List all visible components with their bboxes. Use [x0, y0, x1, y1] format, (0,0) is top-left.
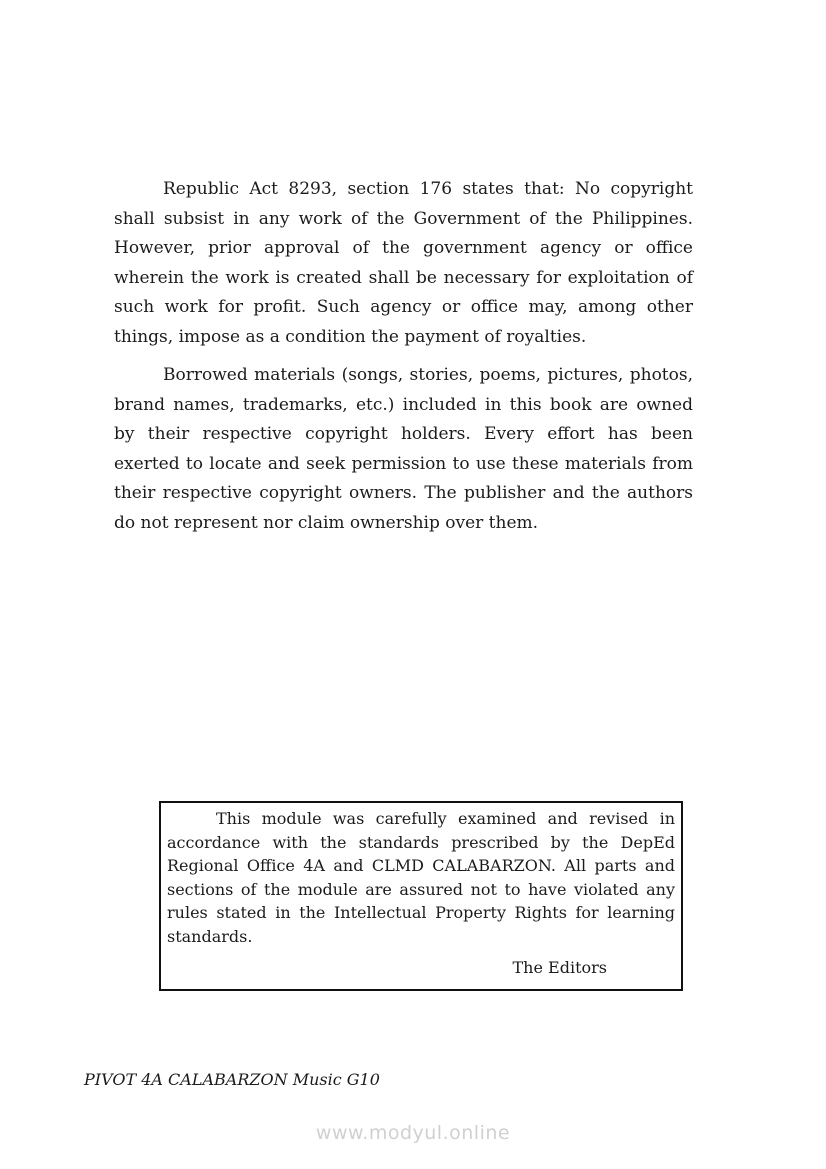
copyright-text-block: [114, 175, 693, 547]
notice-body-text: This module was carefully examined and revised in accordance with the standards prescribed by the DepEd Regional Office 4A and CLMD CALABARZON. All parts and sections of the module are assured not to have violated any rules stated in the Intellectual Property Rights for learning standards.: [167, 809, 675, 946]
editors-notice-box: [159, 801, 683, 991]
notice-signature: The Editors: [512, 957, 607, 977]
watermark-text: www.modyul.online: [315, 1122, 511, 1144]
paragraph-borrowed-materials: Borrowed materials (songs, stories, poems, pictures, photos, brand names, trademarks, etc.) included in this book are owned by their respective copyright holders. Every effort has been exerted to locate and seek permission to use these materials from their respective copyright owners. The publisher and the authors do not represent nor claim ownership over them.: [114, 365, 693, 533]
footer-module-title: PIVOT 4A CALABARZON Music G10: [84, 1070, 380, 1089]
paragraph-republic-act: Republic Act 8293, section 176 states that: No copyright shall subsist in any work of the Government of the Philippines. However, prior approval of the government agency or office wherein the work is created shall be necessary for exploitation of such work for profit. Such agency or office may, among other things, impose as a condition the payment of royalties.: [114, 179, 693, 347]
